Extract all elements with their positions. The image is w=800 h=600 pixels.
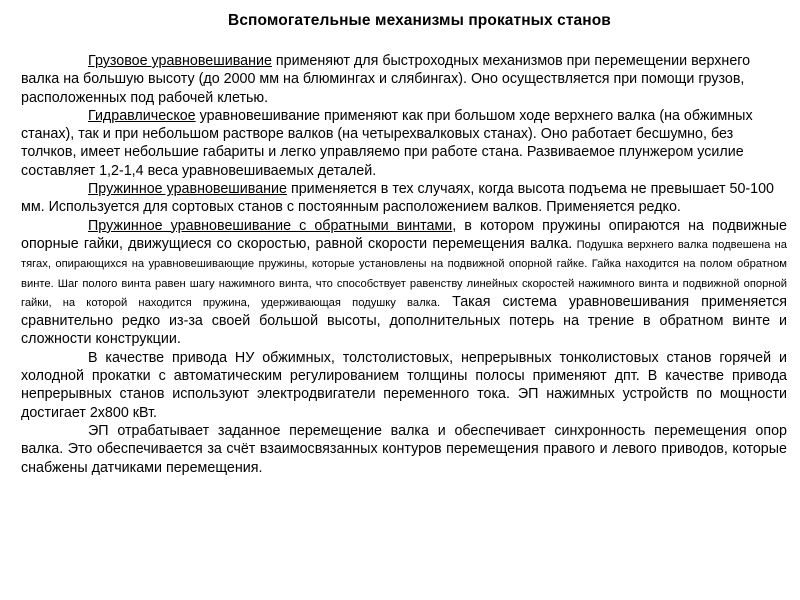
paragraph-drive-synchronization [21, 422, 787, 477]
paragraph-text: В качестве привода НУ обжимных, толстолистовых, непрерывных тонколистовых станов горячей и холодной прокатки с автоматическим регулированием толщины полосы применяют дпт. В качестве привода непрерывных станов используют электродвигатели переменного тока. ЭП нажимных устройств по мощности достигает 2х800 кВт. [21, 349, 787, 421]
page-title: Вспомогательные механизмы прокатных станов [228, 12, 611, 29]
paragraph-text: ЭП отрабатывает заданное перемещение валка и обеспечивает синхронность перемещения опор валка. Это обеспечивается за счёт взаимосвязанных контуров перемещения правого и левого приводов, которые снабжены датчиками перемещения. [21, 422, 787, 476]
paragraph-text: уравновешивание применяют как при большом ходе верхнего валка (на обжимных станах), так и при небольшом растворе валков (на четырехвалковых станах). Оно работает бесшумно, без толчков, имеет небольшие габариты и легко управляемо при работе стана. Развиваемое плунжером усилие составляет 1,2-1,4 веса уравновешиваемых деталей. [21, 107, 753, 179]
paragraph-text-b: Такая система уравновешивания применяется сравнительно редко из-за своей большой высоты, дополнительных потерь на трение в обратном винте и сложности конструкции. [21, 293, 787, 348]
paragraph-hydraulic-balancing [21, 107, 787, 180]
paragraph-spring-reverse-screw-balancing [21, 217, 787, 349]
paragraph-text: применяют для быстроходных механизмов при перемещении верхнего валка на большую высоту (до 2000 мм на блюмингах и слябингах). Оно осуществляется при помощи грузов, расположенных под рабочей клетью. [21, 53, 751, 106]
term-spring-balancing: Пружинное уравновешивание [88, 181, 287, 198]
paragraph-text-small: Подушка верхнего валка подвешена на тягах, опирающихся на уравновешивающие пружины, которые установлены на подвижной опорной гайке. Гайка находится на полом обратном винте. Шаг полого винта равен шагу нажимного винта, что способствует равенству линейных скоростей нажимного винта и подвижной опорной гайки, на которой находится пружина, удерживающая подушку валка. [21, 238, 788, 309]
paragraph-spring-balancing [21, 180, 787, 217]
term-spring-reverse-screw-balancing: Пружинное уравновешивание с обратными винтами [88, 217, 453, 234]
term-hydraulic-balancing: Гидравлическое [88, 107, 196, 124]
term-weight-balancing: Грузовое уравновешивание [88, 53, 272, 69]
document-body [21, 52, 787, 477]
paragraph-drive-types [21, 349, 787, 422]
paragraph-text: применяется в тех случаях, когда высота подъема не превышает 50-100 мм. Используется для сортовых станов с постоянным расположением валков. Применяется редко. [21, 181, 775, 216]
paragraph-text-a: , в котором пружины опираются на подвижные опорные гайки, движущиеся со скоростью, равной скорости перемещения валка. [21, 217, 787, 252]
paragraph-weight-balancing [21, 52, 787, 107]
